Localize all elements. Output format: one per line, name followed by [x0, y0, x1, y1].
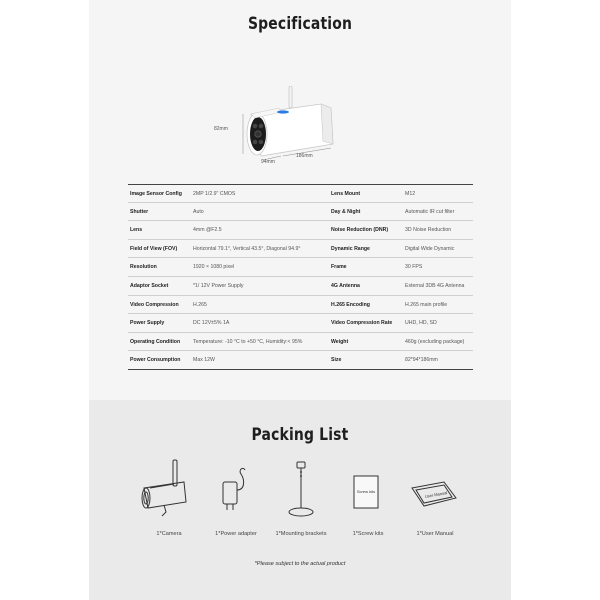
packing-item-label: 1*User Manual — [416, 531, 454, 537]
spec-value: 30 FPS — [405, 264, 423, 271]
spec-label: Dynamic Range — [331, 245, 370, 252]
specification-title: Specification — [247, 14, 353, 34]
packing-item-power-adapter — [201, 452, 271, 542]
spec-label: Adaptor Socket — [130, 282, 169, 289]
spec-label: Lens Mount — [331, 191, 361, 197]
spec-value: *1/ 12V Power Supply — [193, 282, 244, 289]
spec-value: 460g (excluding package) — [405, 338, 465, 345]
spec-label: Frame — [331, 264, 347, 271]
spec-value: H.265 — [193, 301, 207, 308]
spec-value: UHD, HD, SD — [405, 320, 437, 327]
spec-label: Noise Reduction (DNR) — [331, 227, 389, 234]
packing-item-label: 1*Camera — [156, 531, 182, 537]
packing-list-section — [89, 400, 511, 600]
spec-row — [128, 258, 473, 277]
camera-icon — [221, 86, 381, 176]
spec-label: Field of View (FOV) — [130, 245, 178, 252]
spec-value: 4mm @F2.5 — [193, 227, 222, 234]
spec-label: Video Compression Rate — [331, 320, 393, 327]
camera-icon — [134, 452, 204, 530]
spec-row — [128, 314, 473, 333]
spec-value: Temperature: -10 °C to +50 °C, Humidity:< 95% — [193, 338, 303, 345]
spec-value: M12 — [405, 191, 416, 197]
spec-value: 3D Noise Reduction — [405, 227, 452, 234]
spec-label: Power Consumption — [130, 357, 181, 364]
camera-product-image — [214, 86, 381, 176]
spec-value: DC 12V±5% 1A — [193, 320, 230, 327]
spec-value: Digital Wide Dynamic — [405, 245, 455, 252]
specification-table — [128, 184, 473, 370]
dimension-height-label: 82mm — [214, 126, 228, 132]
dimension-width-label: 94mm — [261, 159, 275, 165]
spec-value: Auto — [193, 208, 204, 215]
spec-value: 82*94*186mm — [405, 357, 438, 364]
spec-label: Power Supply — [130, 320, 165, 327]
packing-list-title: Packing List — [251, 425, 349, 445]
packing-item-label: 1*Power adapter — [215, 531, 257, 537]
spec-label: Video Compression — [130, 301, 179, 308]
spec-row — [128, 277, 473, 296]
spec-row — [128, 184, 473, 203]
spec-label: Resolution — [130, 264, 157, 271]
spec-label: Shutter — [130, 208, 149, 215]
disclaimer-note: *Please subject to the actual product — [254, 561, 346, 567]
packing-item-mounting-bracket — [266, 452, 336, 542]
packing-item-user-manual — [400, 452, 470, 542]
spec-label: Size — [331, 357, 342, 364]
spec-row — [128, 203, 473, 222]
packing-item-label: 1*Mounting brackets — [275, 531, 327, 537]
packing-item-screw-kits — [333, 452, 403, 542]
spec-value: H.265 main profile — [405, 301, 448, 308]
packing-item-label: 1*Screw kits — [352, 531, 384, 537]
dimension-length-label: 186mm — [296, 153, 313, 159]
spec-label: Weight — [331, 338, 349, 345]
spec-label: Day & Night — [331, 208, 361, 215]
spec-value: 2MP 1/2.9" CMOS — [193, 191, 236, 197]
spec-label: Image Sensor Config — [130, 191, 182, 197]
spec-label: Lens — [130, 227, 143, 234]
spec-label: H.265 Encoding — [331, 301, 370, 308]
spec-row — [128, 240, 473, 259]
specification-section — [89, 0, 511, 400]
spec-label: 4G Antenna — [331, 282, 360, 289]
spec-value: Horizontal 79.1°, Vertical 43.5°, Diagonal 94.9° — [193, 245, 301, 252]
spec-row — [128, 221, 473, 240]
spec-label: Operating Condition — [130, 338, 181, 345]
packing-item-camera — [134, 452, 204, 542]
mounting-bracket-icon — [266, 452, 336, 530]
spec-value: 1920 × 1080 pixel — [193, 264, 235, 271]
spec-row — [128, 351, 473, 370]
spec-value: Max 12W — [193, 357, 215, 364]
spec-row — [128, 296, 473, 315]
spec-row — [128, 333, 473, 352]
user-manual-box-text: User Manual — [424, 490, 448, 499]
screw-kit-box-text: Screw kits — [356, 489, 376, 494]
spec-value: Automatic IR cut filter — [405, 208, 455, 215]
power-adapter-icon — [201, 452, 271, 530]
spec-value: External 3DB 4G Antenna — [405, 282, 465, 289]
